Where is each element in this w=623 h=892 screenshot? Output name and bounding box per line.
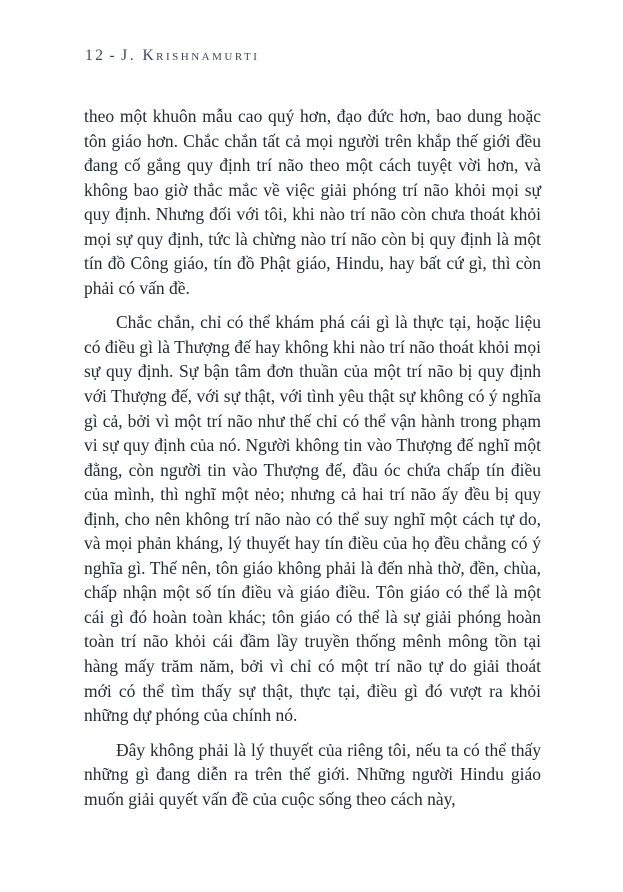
body-text <box>84 104 541 811</box>
paragraph: Đây không phải là lý thuyết của riêng tôi, nếu ta có thể thấy những gì đang diễn ra trên thế giới. Những người Hindu giáo muốn giải quyết vấn đề của cuộc sống theo cách này, <box>84 739 541 809</box>
paragraph: Chắc chắn, chỉ có thể khám phá cái gì là thực tại, hoặc liệu có điều gì là Thượng đế hay không khi nào trí não thoát khỏi mọi sự quy định. Sự bận tâm đơn thuần của một trí não bị quy định với Thượng đế, với sự thật, với tình yêu thật sự không có ý nghĩa gì cả, bởi vì một trí não như thế chỉ có thể vận hành trong phạm vi sự quy định của nó. Người không tin vào Thượng đế nghĩ một đằng, còn người tin vào Thượng đế, đầu óc chứa chấp tín điều của mình, thì nghĩ một nẻo; nhưng cả hai trí não ấy đều bị quy định, cho nên không trí não nào có thể suy nghĩ một cách tự do, và mọi phản kháng, lý thuyết hay tín điều của họ đều chẳng có ý nghĩa gì. Thế nên, tôn giáo không phải là đến nhà thờ, đền, chùa, chấp nhận một số tín điều và giáo điều. Tôn giáo có thể là một cái gì đó hoàn toàn khác; tôn giáo có thể là sự giải phóng hoàn toàn trí não khỏi cái đầm lầy truyền thống mênh mông tồn tại hàng mấy trăm năm, bởi vì chỉ có một trí não tự do giải thoát mới có thể tìm thấy sự thật, thực tại, điều gì đó vượt ra khỏi những dự phóng của chính nó. <box>84 312 541 726</box>
running-header <box>85 46 259 66</box>
header-separator: - <box>109 47 118 64</box>
author-name: J. Krishnamurti <box>121 47 260 64</box>
page-number: 12 <box>85 47 106 64</box>
paragraph: theo một khuôn mẫu cao quý hơn, đạo đức hơn, bao dung hoặc tôn giáo hơn. Chắc chắn tất cả mọi người trên khắp thế giới đều đang cố gắng quy định trí não theo một cách tuyệt vời hơn, và không bao giờ thắc mắc về việc giải phóng trí não khỏi mọi sự quy định. Nhưng đối với tôi, khi nào trí não còn chưa thoát khỏi mọi sự quy định, tức là chừng nào trí não còn bị quy định là một tín đồ Công giáo, tín đồ Phật giáo, Hindu, hay bất cứ gì, thì còn phải có vấn đề. <box>84 106 541 298</box>
